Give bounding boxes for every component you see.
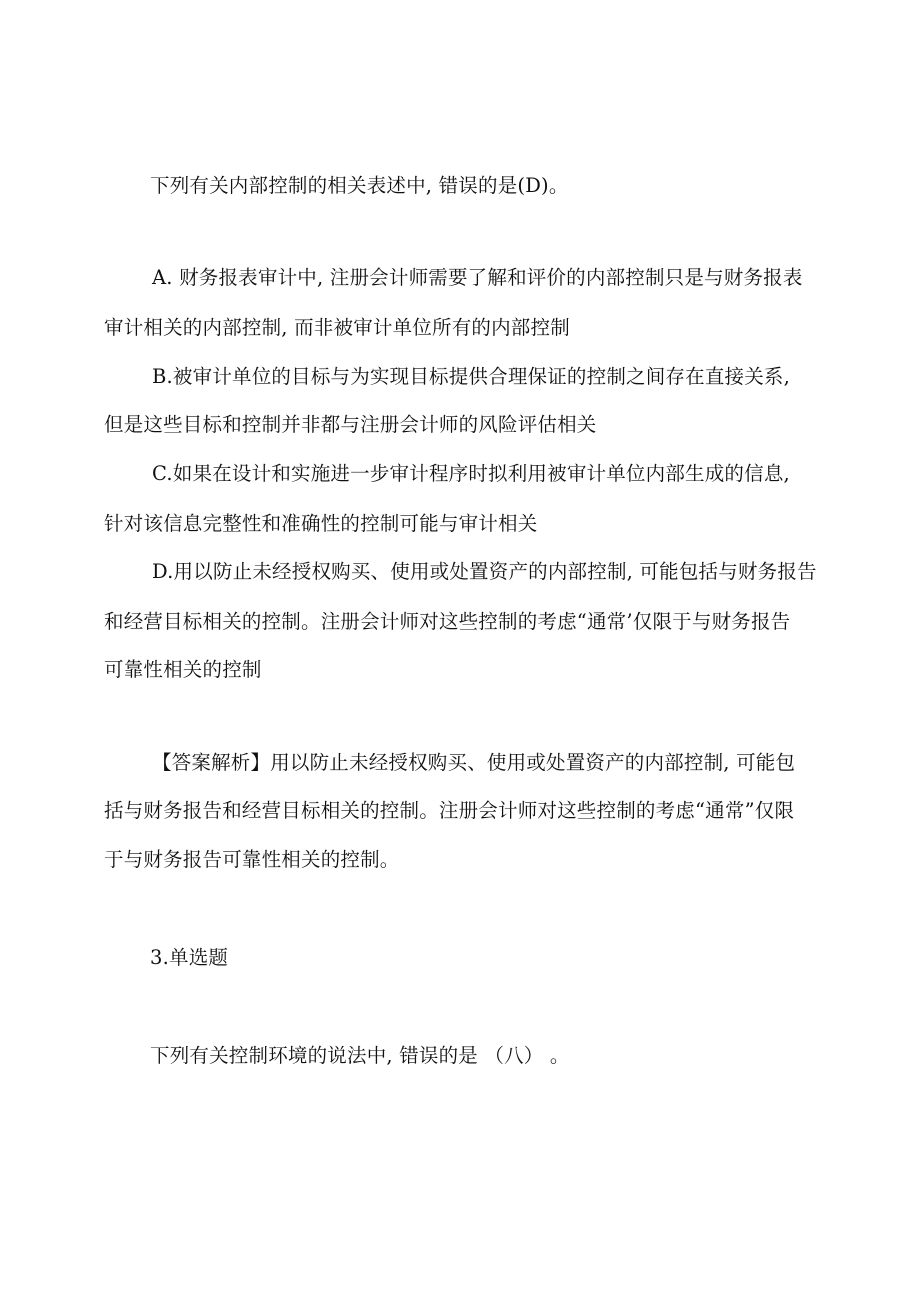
section-heading: 3.单选题 xyxy=(150,946,229,969)
option-d-line-2: 和经营目标相关的控制。注册会计师对这些控制的考虑“通常’仅限于与财务报告 xyxy=(104,610,791,633)
option-c-line-1: C.如果在设计和实施进一步审计程序时拟利用被审计单位内部生成的信息, xyxy=(152,462,790,485)
option-b-line-2: 但是这些目标和控制并非都与注册会计师的风险评估相关 xyxy=(104,413,597,436)
question-stem-2: 下列有关控制环境的说法中, 错误的是 （八） 。 xyxy=(150,1044,570,1067)
answer-analysis-line-1: 【答案解析】用以防止未经授权购买、使用或处置资产的内部控制, 可能包 xyxy=(152,751,796,774)
option-a-line-2: 审计相关的内部控制, 而非被审计单位所有的内部控制 xyxy=(104,316,570,339)
option-d-line-3: 可靠性相关的控制 xyxy=(104,658,262,681)
option-d-line-1: D.用以防止未经授权购买、使用或处置资产的内部控制, 可能包括与财务报告 xyxy=(152,560,817,583)
question-stem: 下列有关内部控制的相关表述中, 错误的是(D)。 xyxy=(150,174,569,197)
option-c-line-2: 针对该信息完整性和准确性的控制可能与审计相关 xyxy=(104,512,538,535)
option-b-line-1: B.被审计单位的目标与为实现目标提供合理保证的控制之间存在直接关系, xyxy=(152,365,791,388)
answer-analysis-line-2: 括与财务报告和经营目标相关的控制。注册会计师对这些控制的考虑“通常”仅限 xyxy=(104,799,795,822)
answer-analysis-line-3: 于与财务报告可靠性相关的控制。 xyxy=(104,848,400,871)
option-a-line-1: A. 财务报表审计中, 注册会计师需要了解和评价的内部控制只是与财务报表 xyxy=(152,266,803,289)
